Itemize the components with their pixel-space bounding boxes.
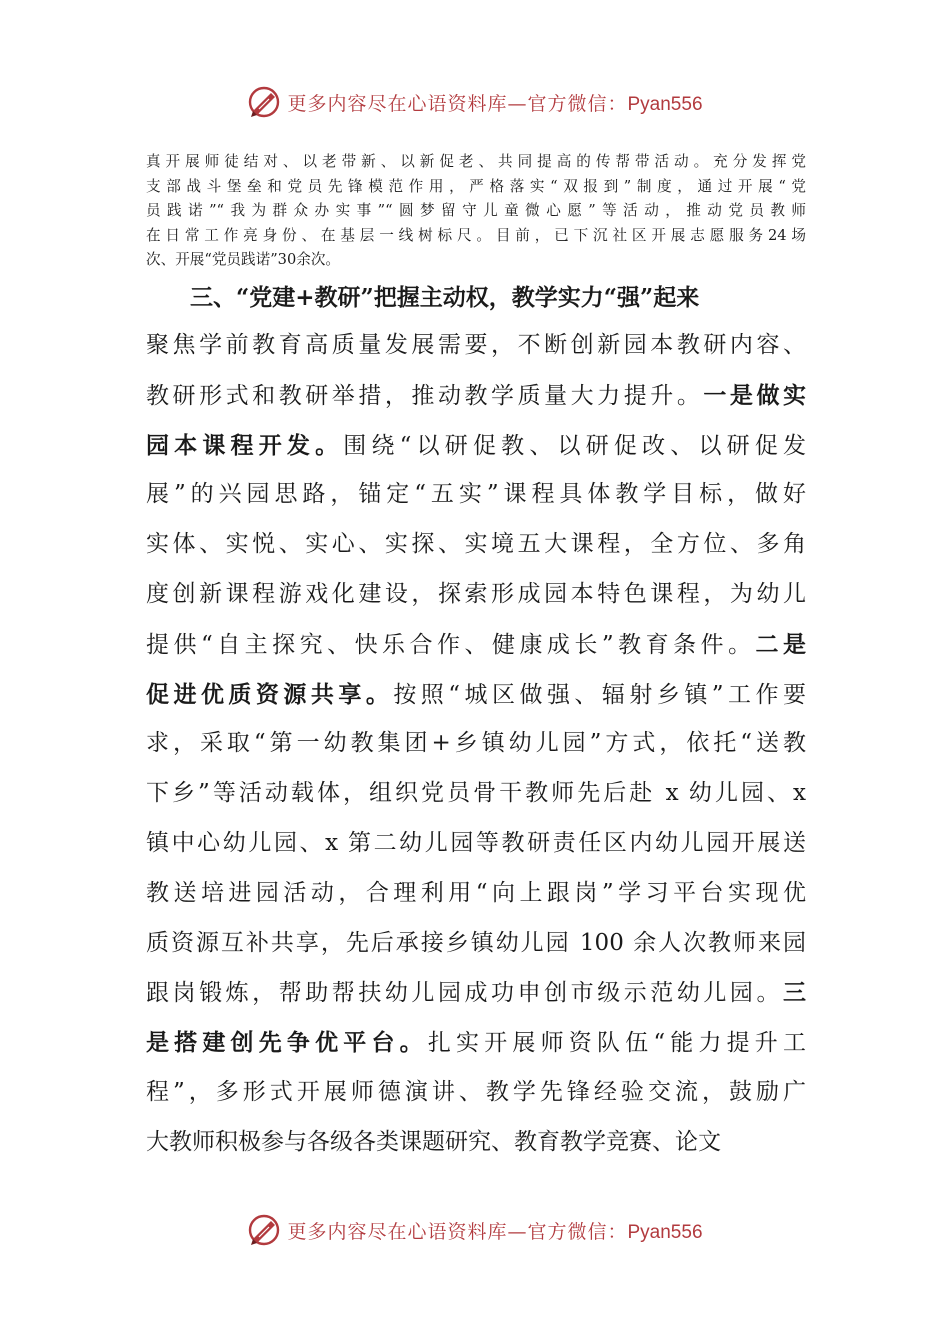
text-line: 支部战斗堡垒和党员先锋模范作用，严格落实“双报到”制度，通过开展“党 [146, 177, 806, 195]
text-line [146, 1018, 806, 1068]
text-line [146, 1068, 806, 1118]
text-line [146, 620, 806, 670]
text-run: 度创新课程游戏化建设，探索形成园本特色课程，为幼儿 [146, 580, 806, 607]
text-line [146, 321, 806, 371]
bold-phrase: 一是做实 [703, 381, 807, 409]
text-line [146, 769, 806, 819]
text-run: 教研形式和教研举措，推动教学质量大力提升。 [146, 382, 704, 409]
text-line: 员践诺”“我为群众办实事”“圆梦留守儿童微心愿”等活动，推动党员教师 [146, 202, 806, 219]
text-run: 按照“城区做强、辐射乡镇”工作要 [393, 681, 806, 708]
small-paragraph [146, 150, 806, 273]
footer-banner [0, 1210, 950, 1250]
text-run: 程”，多形式开展师德演讲、教学先锋经验交流，鼓励广 [146, 1078, 806, 1105]
bold-phrase: 园本课程开发。 [146, 431, 344, 459]
text-run: 大教师积极参与各级各类课题研究、教育教学竞赛、论文 [146, 1128, 721, 1155]
text-line: 次、开展“党员践诺”30余次。 [146, 251, 341, 268]
banner-text: 更多内容尽在心语资料库—官方微信：Pyan556 [287, 1220, 703, 1243]
text-run: 求，采取“第一幼教集团+乡镇幼儿园”方式，依托“送教 [146, 730, 806, 757]
text-run: 围绕“以研促教、以研促改、以研促发 [343, 432, 807, 459]
body-paragraph [146, 321, 806, 1168]
text-line [146, 1118, 806, 1168]
text-run: 教送培进园活动，合理利用“向上跟岗”学习平台实现优 [146, 879, 806, 906]
bold-phrase: 是搭建创先争优平台。 [146, 1029, 428, 1057]
text-run: 聚焦学前教育高质量发展需要，不断创新园本教研内容、 [146, 332, 806, 358]
text-line [146, 470, 806, 520]
text-line [146, 919, 806, 969]
header-banner [0, 82, 950, 122]
text-line [146, 869, 806, 919]
text-line: 真开展师徒结对、以老带新、以新促老、共同提高的传帮带活动。充分发挥党 [146, 153, 806, 170]
text-run: 实体、实悦、实心、实探、实境五大课程，全方位、多角 [146, 531, 806, 558]
text-run: 镇中心幼儿园、x 第二幼儿园等教研责任区内幼儿园开展送 [146, 829, 806, 856]
text-line: 在日常工作亮身份、在基层一线树标尺。目前，已下沉社区开展志愿服务24场 [146, 226, 806, 244]
text-line [146, 371, 806, 421]
section-heading: 三、“党建+教研”把握主动权，教学实力“强”起来 [190, 284, 700, 311]
text-run: 提供“自主探究、快乐合作、健康成长”教育条件。 [146, 631, 756, 658]
banner-text: 更多内容尽在心语资料库—官方微信：Pyan556 [287, 92, 703, 115]
text-run: 跟岗锻炼，帮助帮扶幼儿园成功申创市级示范幼儿园。 [146, 980, 783, 1007]
text-line [146, 520, 806, 570]
pen-logo-icon [247, 85, 281, 119]
bold-phrase: 促进优质资源共享。 [146, 680, 394, 708]
text-line [146, 968, 806, 1018]
text-run: 扎实开展师资队伍“能力提升工 [427, 1030, 806, 1057]
text-run: 展”的兴园思路，锚定“五实”课程具体教学目标，做好 [146, 481, 806, 508]
text-line [146, 719, 806, 769]
bold-phrase: 二是 [755, 630, 806, 658]
text-line [146, 819, 806, 869]
text-line [146, 570, 806, 620]
text-run: 下乡”等活动载体，组织党员骨干教师先后赴 x 幼儿园、x [146, 780, 806, 807]
text-line [146, 670, 806, 720]
text-run: 质资源互补共享，先后承接乡镇幼儿园 100 余人次教师来园 [146, 929, 806, 956]
pen-logo-icon [247, 1213, 281, 1247]
bold-phrase: 三 [783, 979, 806, 1007]
text-line [146, 421, 806, 471]
